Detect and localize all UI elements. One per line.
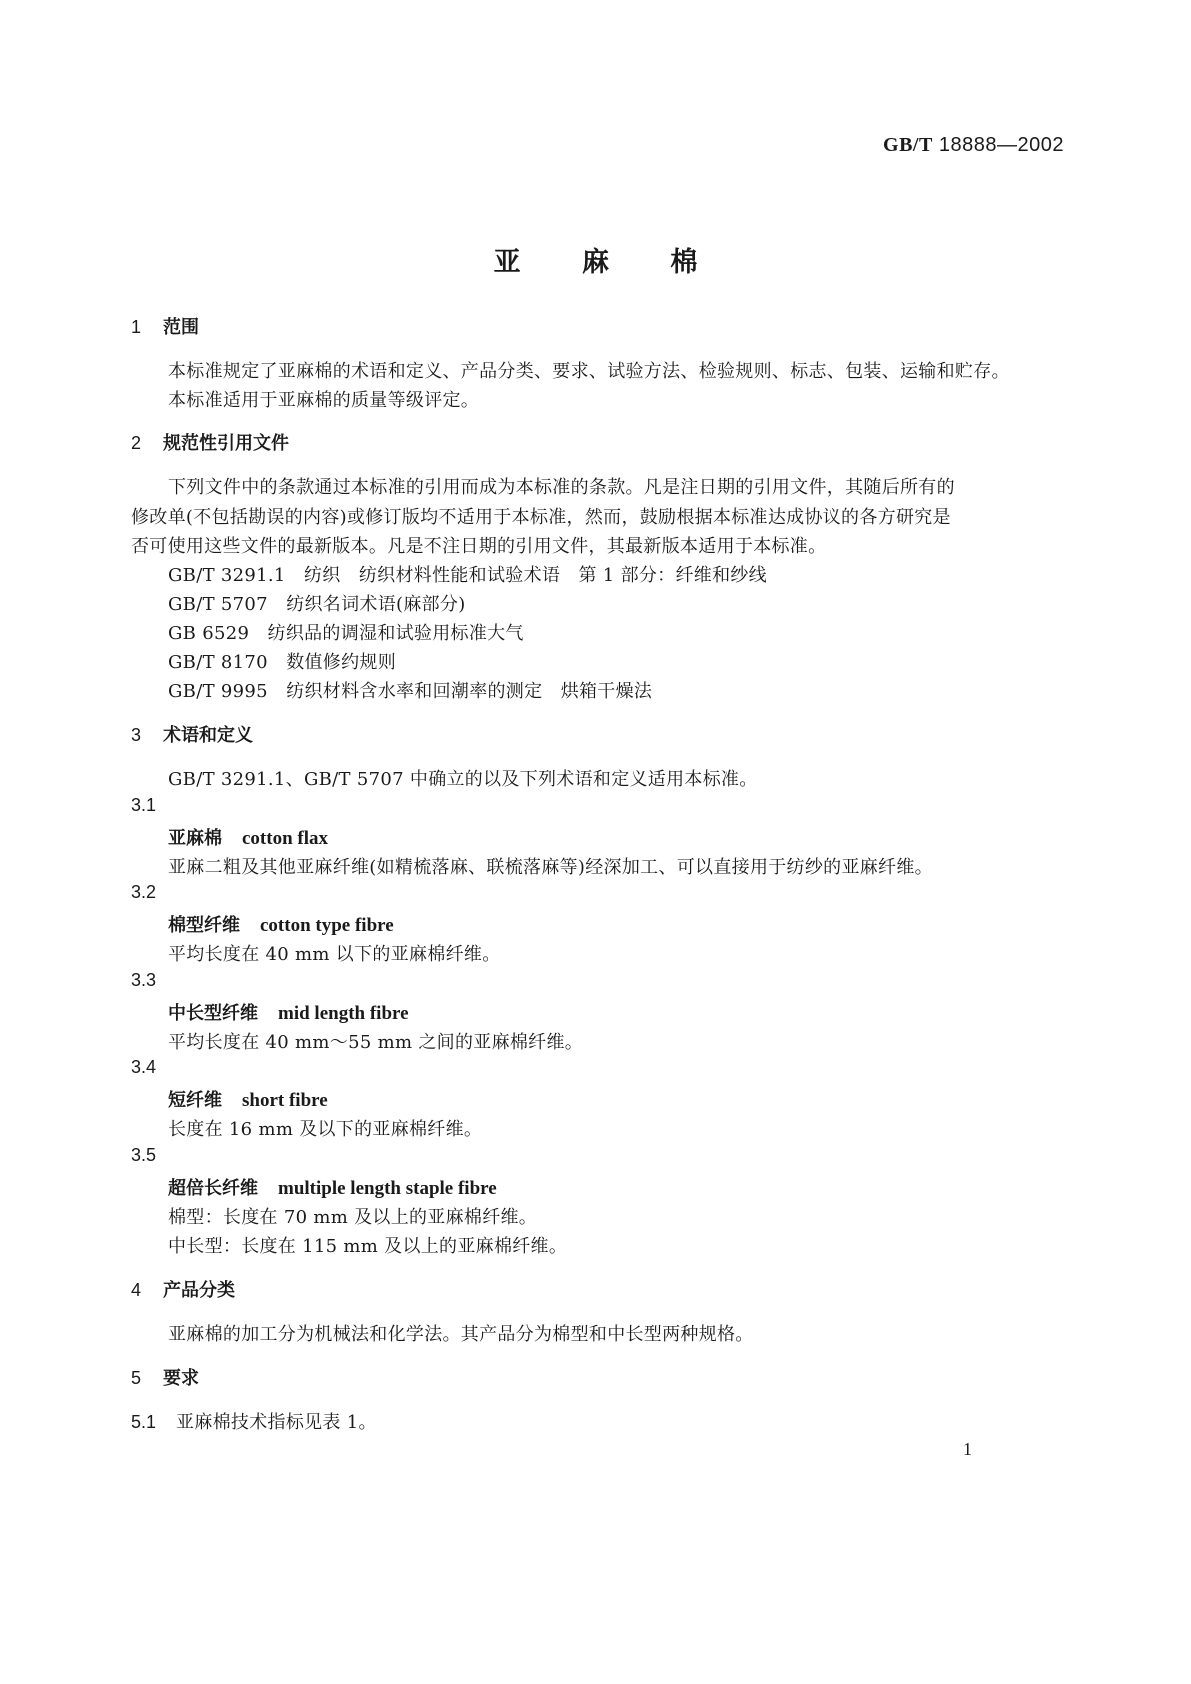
term-definition: 亚麻二粗及其他亚麻纤维(如精梳落麻、联梳落麻等)经深加工、可以直接用于纺纱的亚麻纤维。 <box>168 857 933 878</box>
term-heading <box>168 1086 328 1112</box>
subsection-5-1 <box>131 1408 377 1434</box>
subsection-text: 亚麻棉技术指标见表 1。 <box>176 1412 377 1433</box>
section-1-heading <box>131 313 199 339</box>
term-number: 3.5 <box>131 1145 157 1165</box>
section-2-number: 2 <box>131 433 142 453</box>
term-english: mid length fibre <box>278 1003 409 1024</box>
term-chinese: 中长型纤维 <box>168 1003 258 1024</box>
page-number: 1 <box>963 1439 972 1459</box>
section-2-heading <box>131 429 289 455</box>
section-1-paragraph-1: 本标准规定了亚麻棉的术语和定义、产品分类、要求、试验方法、检验规则、标志、包装、运输和贮存。 <box>168 361 1010 382</box>
term-heading <box>168 824 328 850</box>
section-5-number: 5 <box>131 1368 142 1388</box>
term-definition: 长度在 16 mm 及以下的亚麻棉纤维。 <box>168 1119 483 1140</box>
reference-item: GB/T 3291.1 纺织 纺织材料性能和试验术语 第 1 部分：纤维和纱线 <box>168 565 767 586</box>
section-5-heading <box>131 1364 199 1390</box>
term-number: 3.2 <box>131 882 157 902</box>
term-english: multiple length staple fibre <box>278 1178 497 1199</box>
term-number: 3.1 <box>131 795 157 815</box>
standard-number: 18888—2002 <box>938 134 1064 156</box>
section-2-intro-line-1: 下列文件中的条款通过本标准的引用而成为本标准的条款。凡是注日期的引用文件，其随后所有的 <box>168 477 955 498</box>
section-5-title: 要求 <box>163 1368 200 1389</box>
term-chinese: 亚麻棉 <box>168 828 222 849</box>
section-3-heading <box>131 721 253 747</box>
section-4-heading <box>131 1276 235 1302</box>
term-number: 3.4 <box>131 1057 157 1077</box>
section-3-number: 3 <box>131 725 142 745</box>
section-2-title: 规范性引用文件 <box>163 433 290 454</box>
term-chinese: 短纤维 <box>168 1090 222 1111</box>
section-1-number: 1 <box>131 317 142 337</box>
section-2-intro-line-2: 修改单(不包括勘误的内容)或修订版均不适用于本标准，然而，鼓励根据本标准达成协议的各方研究是 <box>131 507 951 528</box>
reference-item: GB/T 8170 数值修约规则 <box>168 652 397 673</box>
term-chinese: 超倍长纤维 <box>168 1178 258 1199</box>
section-4-paragraph: 亚麻棉的加工分为机械法和化学法。其产品分为棉型和中长型两种规格。 <box>168 1324 754 1345</box>
section-4-number: 4 <box>131 1280 142 1300</box>
document-title: 亚 麻 棉 <box>493 247 724 278</box>
term-english: cotton flax <box>242 828 329 849</box>
term-english: short fibre <box>242 1090 328 1111</box>
term-heading <box>168 1174 497 1200</box>
reference-item: GB/T 9995 纺织材料含水率和回潮率的测定 烘箱干燥法 <box>168 681 653 702</box>
section-1-paragraph-2: 本标准适用于亚麻棉的质量等级评定。 <box>168 390 480 411</box>
section-3-title: 术语和定义 <box>163 725 254 746</box>
term-heading <box>168 999 409 1025</box>
section-1-title: 范围 <box>163 317 200 338</box>
section-4-title: 产品分类 <box>163 1280 236 1301</box>
term-definition: 平均长度在 40 mm～55 mm 之间的亚麻棉纤维。 <box>168 1032 584 1053</box>
subsection-number: 5.1 <box>131 1412 157 1432</box>
reference-item: GB 6529 纺织品的调湿和试验用标准大气 <box>168 623 524 644</box>
section-2-intro-line-3: 否可使用这些文件的最新版本。凡是不注日期的引用文件，其最新版本适用于本标准。 <box>131 536 827 557</box>
term-english: cotton type fibre <box>260 915 394 936</box>
reference-item: GB/T 5707 纺织名词术语(麻部分) <box>168 594 466 615</box>
section-3-intro: GB/T 3291.1、GB/T 5707 中确立的以及下列术语和定义适用本标准。 <box>168 769 758 790</box>
term-definition: 棉型：长度在 70 mm 及以上的亚麻棉纤维。 <box>168 1207 538 1228</box>
standard-prefix: GB/T <box>883 134 933 156</box>
term-number: 3.3 <box>131 970 157 990</box>
standard-code <box>883 134 1064 157</box>
term-heading <box>168 911 394 937</box>
term-definition: 中长型：长度在 115 mm 及以上的亚麻棉纤维。 <box>168 1236 568 1257</box>
term-chinese: 棉型纤维 <box>168 915 240 936</box>
term-definition: 平均长度在 40 mm 以下的亚麻棉纤维。 <box>168 944 501 965</box>
